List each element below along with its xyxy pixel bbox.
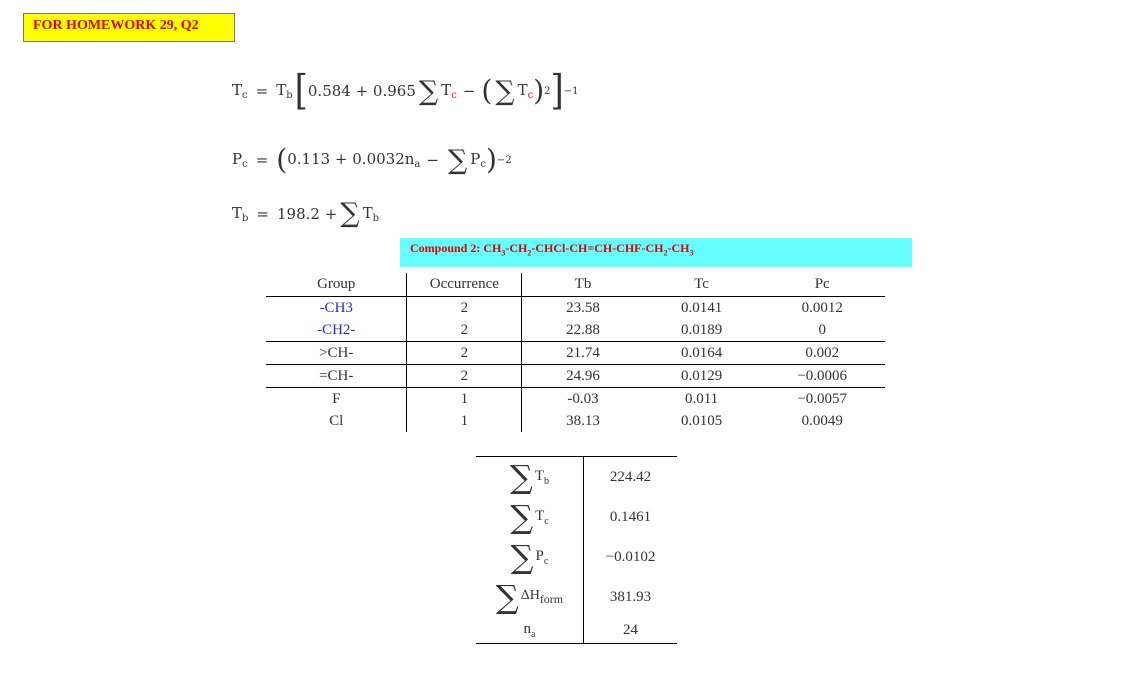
table-row: F 1 -0.03 0.011 −0.0057 [266,388,885,411]
header-tc: Tc [644,273,760,297]
header-group: Group [266,273,407,297]
sum-row-tc: ∑ $T_c$ 0.1461 [476,497,677,537]
sum-row-dh: ∑ $\Delta H_{form}$ 381.93 [476,577,677,617]
sum-row-tb: ∑ $T_b$ 224.42 [476,457,677,498]
summation-icon: ∑ [510,538,534,576]
summation-icon: ∑ [418,75,439,107]
header-tb: Tb [522,273,644,297]
tb-equation: $T_b$ = 198.2 + ∑ $T_b$ [232,198,379,229]
table-row: >CH- 2 21.74 0.0164 0.002 [266,342,885,365]
summation-icon: ∑ [495,578,519,616]
sum-row-na: $n_a$ 24 [476,617,677,644]
summation-icon: ∑ [495,75,515,107]
pc-equation: $P_c$ = ( $0.113 + 0.0032n_a$ − ∑ $P_c$ ) −2 [232,143,512,176]
table-header-row [266,273,885,297]
header-occurrence: Occurrence [407,273,522,297]
sum-row-pc: ∑ $P_c$ −0.0102 [476,537,677,577]
table-row: Cl 1 38.13 0.0105 0.0049 [266,410,885,432]
header-pc: Pc [759,273,885,297]
tc-equation: $T_c$ = $T_b$ [ 0.584 + 0.965 ∑ $T_c$ − ( ∑ $T_c$ ) 2 ] −1 [232,67,579,115]
sum-tc-value: 0.1461 [609,508,652,525]
table-row: =CH- 2 24.96 0.0129 −0.0006 [266,365,885,388]
sum-na-value: 24 [623,621,638,638]
tc-inner: 0.584 + 0.965 [307,82,416,100]
sum-dh-value: 381.93 [609,588,652,605]
sum-tb-value: 224.42 [609,468,652,485]
tc-lhs: $T_c$ [232,81,248,101]
table-row: -CH2- 2 22.88 0.0189 0 [266,319,885,342]
compound-banner: Compound 2: $CH_3-CH_2-CHCl-CH=CH-CHF-CH_2-CH_3$ [400,238,912,267]
tc-tb: $T_b$ [276,81,293,101]
summation-icon: ∑ [510,498,534,536]
group-contribution-table [266,273,885,432]
homework-label: FOR HOMEWORK 29, Q2 [23,13,235,42]
summation-icon: ∑ [447,144,468,176]
pc-inner: $0.113 + 0.0032n_a$ [287,150,421,170]
sum-pc-value: −0.0102 [605,548,656,565]
sums-table [476,456,677,644]
tc-sum2: $T_c$ [517,81,534,101]
summation-icon: ∑ [340,198,360,229]
summation-icon: ∑ [509,458,533,496]
tc-sum1: $T_c$ [441,81,457,101]
table-row: -CH3 2 23.58 0.0141 0.0012 [266,297,885,320]
